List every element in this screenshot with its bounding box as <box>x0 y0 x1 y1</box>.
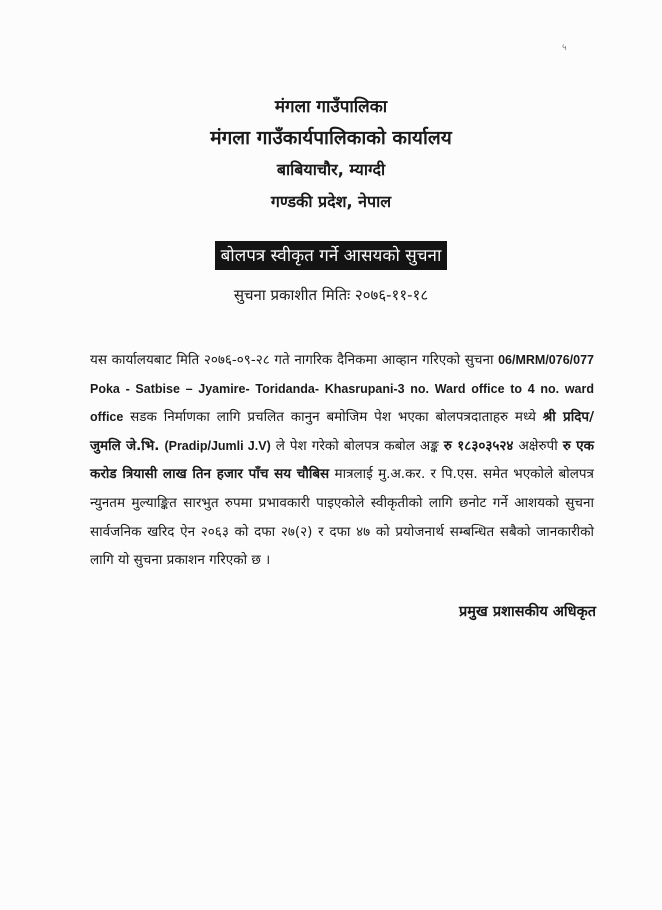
page-mark: ५ <box>562 43 567 53</box>
office-name: मंगला गाउँकार्यपालिकाको कार्यालय <box>210 127 452 149</box>
municipality-name: मंगला गाउँपालिका <box>274 97 388 117</box>
body-text-5: मात्रलाई मु.अ.कर. र पि.एस. समेत भएकोले बोलपत्र न्युनतम मुल्याङ्कित सारभुत रुपमा प्रभावकारी पाइएकोले स्वीकृतीको लागि छनोट गर्ने आशयको सुचना सार्वजनिक खरिद ऐन २०६३ को दफा २७(२) र दफा ४७ को प्रयोजनार्थ सम्बन्धित सबैको जानकारीको लागि यो सुचना प्रकाशन गरिएको छ । <box>90 466 594 569</box>
bid-amount-words: रु एक करोड त्रियासी लाख तिन हजार पाँच सय चौबिस <box>90 437 595 483</box>
body-text-3: ले पेश गरेको बोलपत्र कबोल अङ्क <box>270 437 444 454</box>
body-text-1: यस कार्यालयबाट मिति २०७६-०९-२८ गते नागरिक दैनिकमा आव्हान गरिएको सुचना <box>90 352 499 368</box>
published-date: सुचना प्रकाशीत मितिः २०७६-११-१८ <box>233 286 429 304</box>
signatory-title: प्रमुख प्रशासकीय अधिकृत <box>459 604 596 620</box>
province-country: गण्डकी प्रदेश, नेपाल <box>270 192 392 211</box>
bidder-name-latin: (Pradip/Jumli J.V) <box>164 438 271 453</box>
notice-title: बोलपत्र स्वीकृत गर्ने आसयको सुचना <box>215 241 448 270</box>
body-text-4: अक्षेरुपी <box>513 437 563 454</box>
office-address: बाबियाचौर, म्याग्दी <box>276 160 386 179</box>
body-text-2: सडक निर्माणका लागि प्रचलित कानुन बमोजिम पेश भएका बोलपत्रदाताहरु मध्ये <box>123 409 543 426</box>
bidder-name: श्री प्रदिप/जुमलि जे.भि. <box>90 409 594 454</box>
bid-amount: रु १८३०३५२४ <box>443 437 514 454</box>
tender-code: 06/MRM/076/077 Poka - Satbise – Jyamire- Toridanda- Khasrupani-3 no. Ward office to 4 no. ward office <box>90 353 594 425</box>
notice-title-wrap <box>0 241 662 270</box>
notice-body <box>90 346 594 575</box>
